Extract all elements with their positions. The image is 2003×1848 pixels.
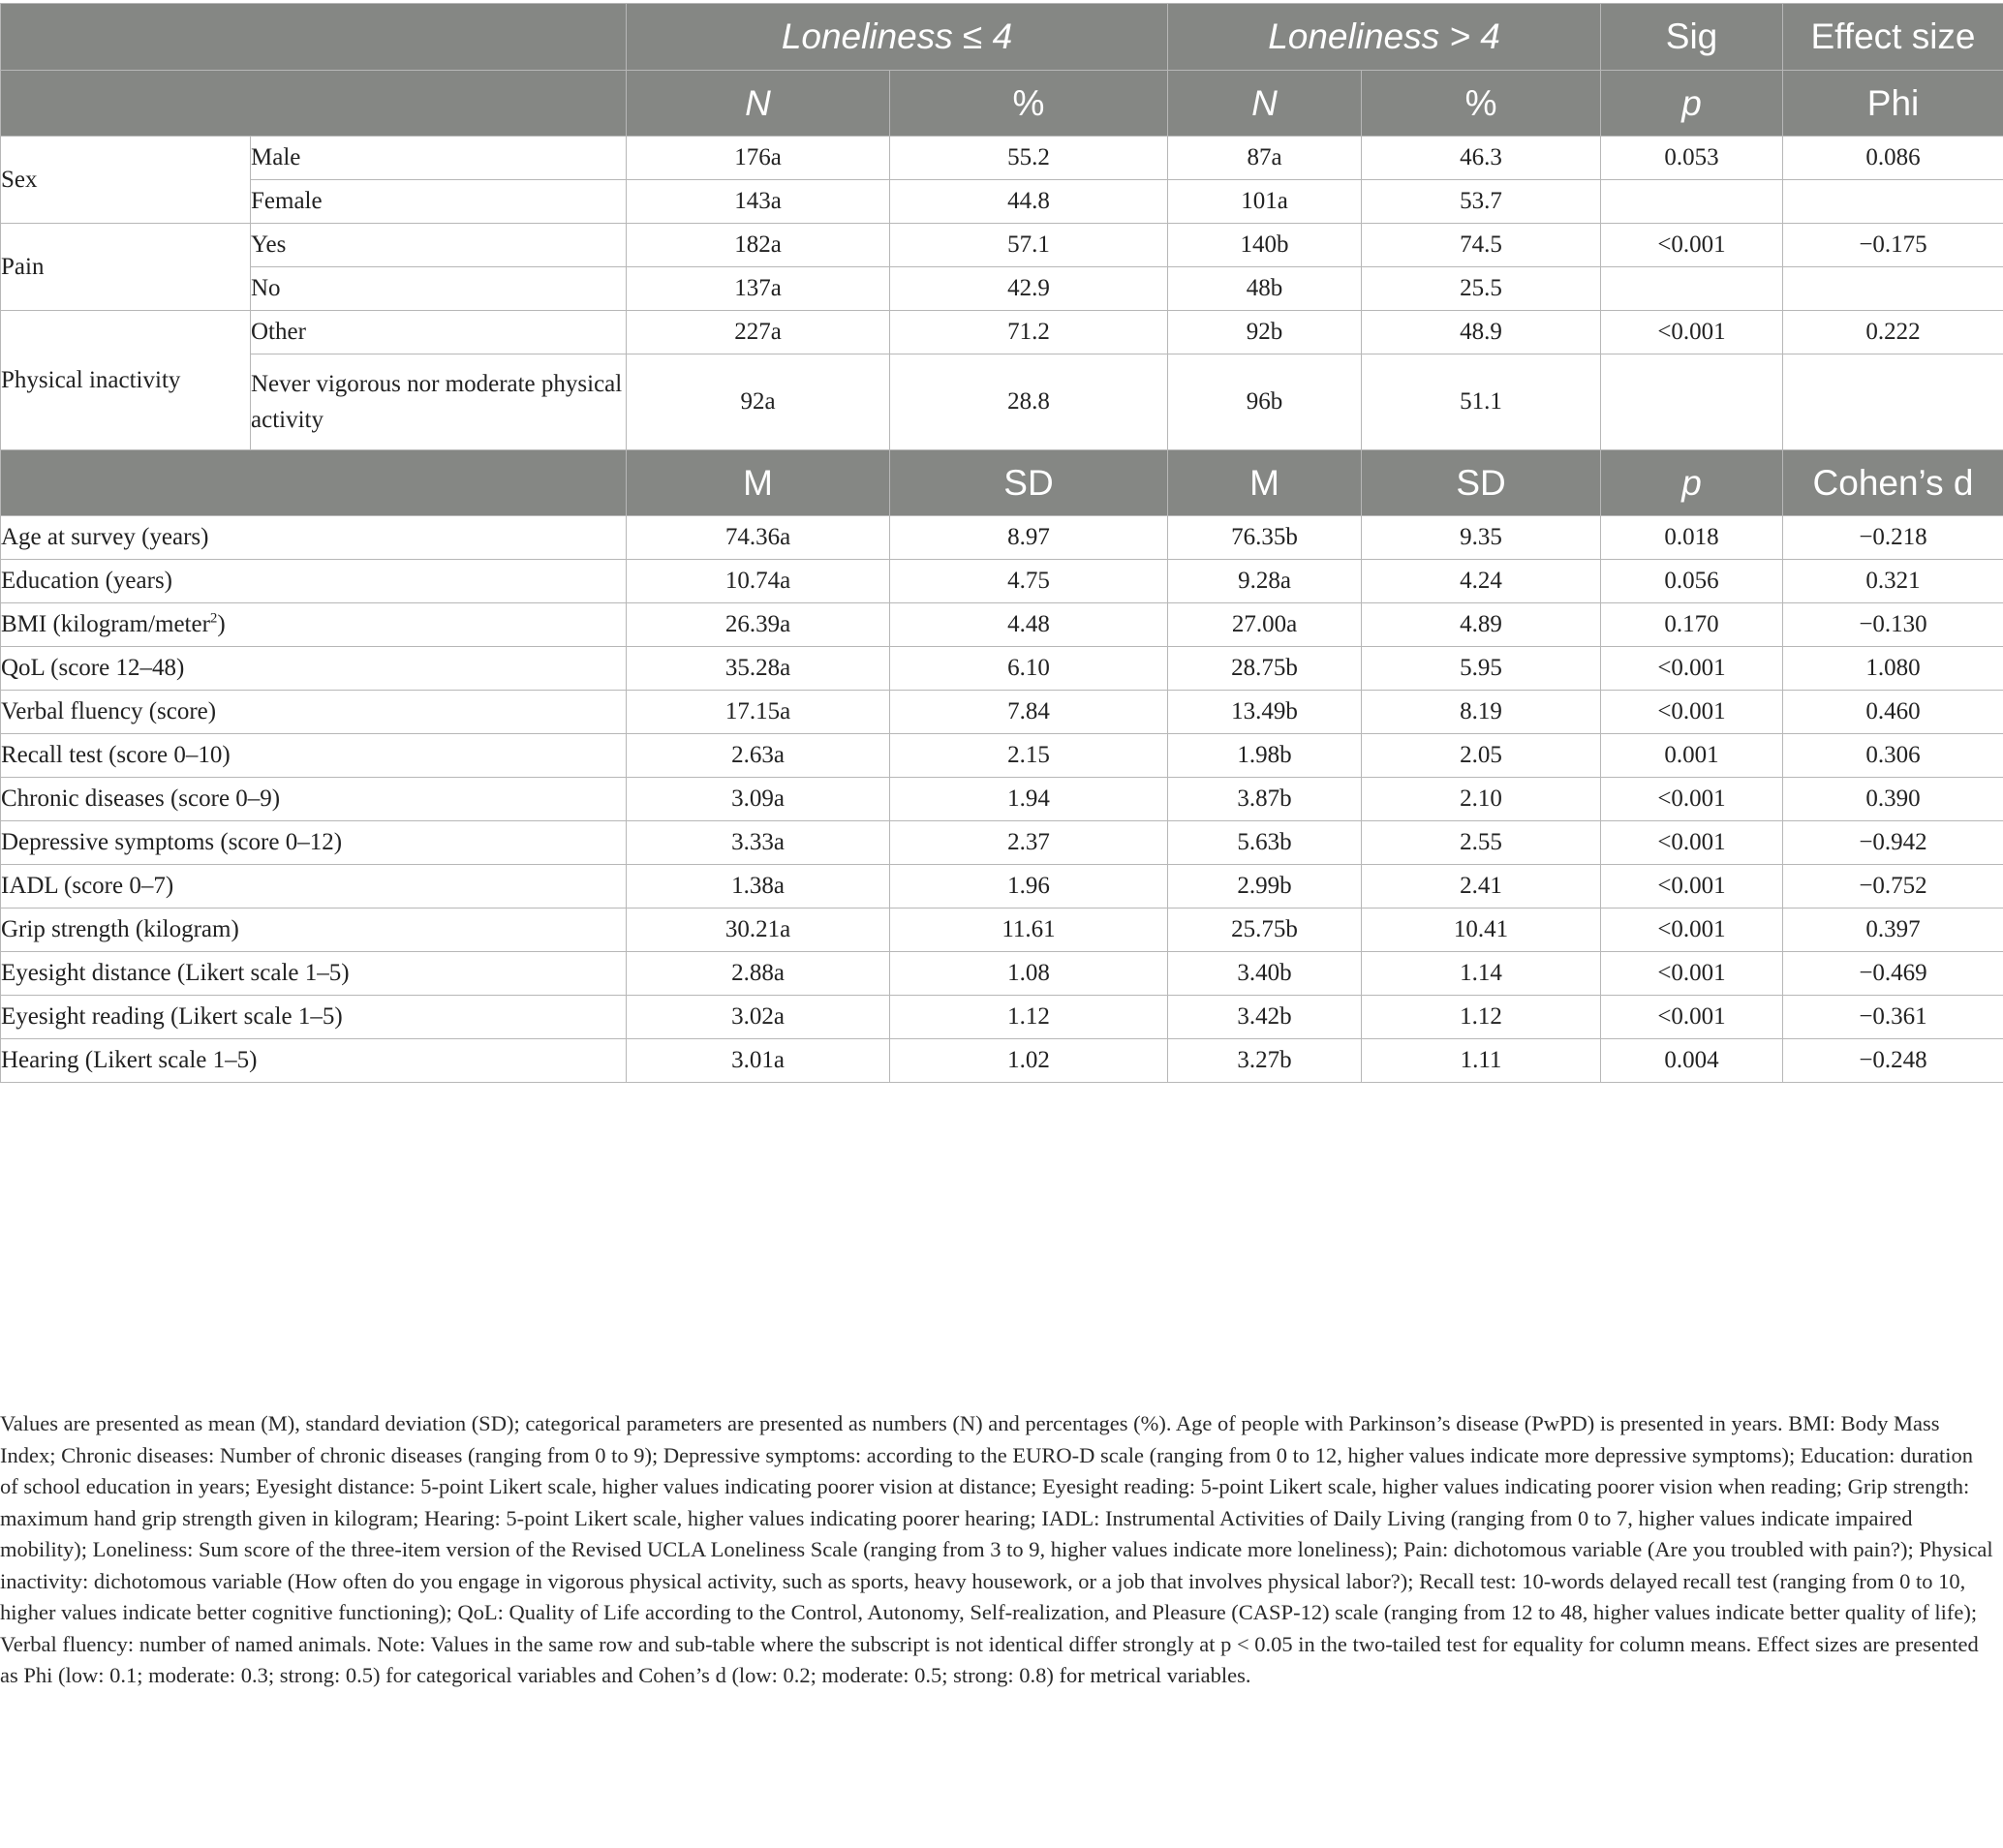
- cell-m1: 1.38a: [627, 865, 890, 909]
- table-row: [1, 734, 2003, 778]
- cell-sd1: 11.61: [890, 909, 1168, 952]
- cell-sd2: 10.41: [1362, 909, 1601, 952]
- variable-label-text: Education (years): [1, 568, 173, 595]
- table-row: [1, 778, 2003, 821]
- variable-label: [1, 996, 627, 1039]
- header-empty-cell: [1, 71, 627, 137]
- variable-label-superscript: 2: [209, 610, 218, 627]
- header-phi: Phi: [1783, 71, 2003, 137]
- variable-label: [1, 603, 627, 647]
- variable-label: [1, 778, 627, 821]
- variable-label: [1, 560, 627, 603]
- cell-m2: 3.42b: [1168, 996, 1362, 1039]
- cell-n1: 143a: [627, 180, 890, 224]
- cell-sd1: 1.96: [890, 865, 1168, 909]
- table-row: [1, 647, 2003, 691]
- table-footnote: Values are presented as mean (M), standard deviation (SD); categorical parameters are presented as numbers (N) and percentages (%). Age of people with Parkinson’s disease (PwPD) is presented in years. BMI: Body Mass Index; Chronic diseases: Number of chronic diseases (ranging from 0 to 9); Depressive symptoms: according to the EURO-D scale (ranging from 0 to 12, higher values indicate more depressive symptoms); Education: duration of school education in years; Eyesight distance: 5-point Likert scale, higher values indicating poorer vision at distance; Eyesight reading: 5-point Likert scale, higher values indicating poorer vision when reading; Grip strength: maximum hand grip strength given in kilogram; Hearing: 5-point Likert scale, higher values indicating poorer hearing; IADL: Instrumental Activities of Daily Living (ranging from 0 to 7, higher values indicate impaired mobility); Loneliness: Sum score of the three-item version of the Revised UCLA Loneliness Scale (ranging from 3 to 9, higher values indicate more loneliness); Pain: dichotomous variable (Are you troubled with pain?); Physical inactivity: dichotomous variable (How often do you engage in vigorous physical activity, such as sports, heavy housework, or a job that involves physical labor?); Recall test: 10-words delayed recall test (ranging from 0 to 10, higher values indicate better cognitive functioning); QoL: Quality of Life according to the Control, Autonomy, Self-realization, and Pleasure (CASP-12) scale (ranging from 12 to 48, higher values indicate better quality of life); Verbal fluency: number of named animals. Note: Values in the same row and sub-table where the subscript is not identical differ strongly at p < 0.05 in the two-tailed test for equality for column means. Effect sizes are presented as Phi (low: 0.1; moderate: 0.3; strong: 0.5) for categorical variables and Cohen’s d (low: 0.2; moderate: 0.5; strong: 0.8) for metrical variables.: [0, 1411, 1993, 1687]
- cell-p: 0.018: [1601, 516, 1783, 560]
- cell-p: [1601, 267, 1783, 311]
- cell-n2: 92b: [1168, 311, 1362, 354]
- cell-sd2: 1.14: [1362, 952, 1601, 996]
- header-m-2: M: [1168, 450, 1362, 516]
- cell-cohens-d: −0.130: [1783, 603, 2003, 647]
- cell-m1: 3.09a: [627, 778, 890, 821]
- cell-sd2: 2.55: [1362, 821, 1601, 865]
- cell-pct1: 44.8: [890, 180, 1168, 224]
- cell-phi: [1783, 180, 2003, 224]
- cell-sd2: 1.12: [1362, 996, 1601, 1039]
- variable-label-tail: ): [217, 611, 226, 638]
- variable-label: [1, 821, 627, 865]
- header-p: p: [1601, 71, 1783, 137]
- table-row: [1, 691, 2003, 734]
- cell-n2: 96b: [1168, 354, 1362, 450]
- cell-sd1: 7.84: [890, 691, 1168, 734]
- cell-m2: 13.49b: [1168, 691, 1362, 734]
- cell-sd2: 2.05: [1362, 734, 1601, 778]
- variable-label-text: BMI (kilogram/meter: [1, 611, 210, 638]
- cell-n1: 176a: [627, 137, 890, 180]
- cell-p: <0.001: [1601, 996, 1783, 1039]
- table-row: [1, 909, 2003, 952]
- cell-m1: 74.36a: [627, 516, 890, 560]
- variable-label-text: Age at survey (years): [1, 524, 209, 551]
- cell-m2: 76.35b: [1168, 516, 1362, 560]
- cell-p: 0.056: [1601, 560, 1783, 603]
- variable-label: [1, 734, 627, 778]
- variable-label: [1, 691, 627, 734]
- cell-sd2: 4.24: [1362, 560, 1601, 603]
- cell-p: <0.001: [1601, 778, 1783, 821]
- table-row: [1, 560, 2003, 603]
- cell-sd1: 4.48: [890, 603, 1168, 647]
- cell-m1: 2.63a: [627, 734, 890, 778]
- cell-pct2: 51.1: [1362, 354, 1601, 450]
- variable-label-text: Depressive symptoms (score 0–12): [1, 829, 343, 856]
- cell-cohens-d: 0.460: [1783, 691, 2003, 734]
- table-row: [1, 865, 2003, 909]
- cell-sd2: 4.89: [1362, 603, 1601, 647]
- cell-m1: 3.01a: [627, 1039, 890, 1083]
- level-label: Yes: [251, 224, 627, 267]
- cell-m1: 26.39a: [627, 603, 890, 647]
- group-label: Physical inactivity: [1, 311, 251, 450]
- group-label: Pain: [1, 224, 251, 311]
- results-table: [0, 3, 2003, 1083]
- cell-p: [1601, 180, 1783, 224]
- table-row: [1, 311, 2003, 354]
- cell-sd1: 6.10: [890, 647, 1168, 691]
- cell-p: 0.004: [1601, 1039, 1783, 1083]
- cell-m2: 3.87b: [1168, 778, 1362, 821]
- variable-label-text: IADL (score 0–7): [1, 873, 174, 900]
- cell-phi: [1783, 267, 2003, 311]
- cell-n1: 92a: [627, 354, 890, 450]
- cell-p: <0.001: [1601, 865, 1783, 909]
- cell-n1: 182a: [627, 224, 890, 267]
- cell-sd1: 2.37: [890, 821, 1168, 865]
- variable-label: [1, 647, 627, 691]
- header-row-metric: [1, 450, 2003, 516]
- cell-pct2: 48.9: [1362, 311, 1601, 354]
- variable-label-text: Eyesight reading (Likert scale 1–5): [1, 1003, 343, 1031]
- cell-phi: 0.222: [1783, 311, 2003, 354]
- cell-m1: 2.88a: [627, 952, 890, 996]
- cell-m1: 3.33a: [627, 821, 890, 865]
- cell-sd1: 8.97: [890, 516, 1168, 560]
- cell-m2: 2.99b: [1168, 865, 1362, 909]
- header-sd-2: SD: [1362, 450, 1601, 516]
- cell-pct2: 46.3: [1362, 137, 1601, 180]
- cell-cohens-d: −0.361: [1783, 996, 2003, 1039]
- table-row: [1, 603, 2003, 647]
- cell-cohens-d: 0.397: [1783, 909, 2003, 952]
- cell-m1: 30.21a: [627, 909, 890, 952]
- cell-cohens-d: −0.218: [1783, 516, 2003, 560]
- cell-n1: 137a: [627, 267, 890, 311]
- cell-sd1: 2.15: [890, 734, 1168, 778]
- header-group-low-loneliness: Loneliness ≤ 4: [627, 4, 1168, 71]
- cell-p: <0.001: [1601, 909, 1783, 952]
- table-row: [1, 267, 2003, 311]
- cell-sd1: 1.02: [890, 1039, 1168, 1083]
- variable-label: [1, 1039, 627, 1083]
- cell-m2: 3.40b: [1168, 952, 1362, 996]
- cell-m1: 10.74a: [627, 560, 890, 603]
- table-row: [1, 516, 2003, 560]
- variable-label: [1, 865, 627, 909]
- cell-pct1: 28.8: [890, 354, 1168, 450]
- table-row: [1, 1039, 2003, 1083]
- header-n-2: N: [1168, 71, 1362, 137]
- cell-sd2: 1.11: [1362, 1039, 1601, 1083]
- header-pct-1: %: [890, 71, 1168, 137]
- cell-p: <0.001: [1601, 952, 1783, 996]
- header-row-groups: [1, 4, 2003, 71]
- variable-label-text: Eyesight distance (Likert scale 1–5): [1, 960, 350, 987]
- table-row: [1, 354, 2003, 450]
- cell-m2: 3.27b: [1168, 1039, 1362, 1083]
- cell-p: <0.001: [1601, 691, 1783, 734]
- variable-label: [1, 909, 627, 952]
- cell-m2: 28.75b: [1168, 647, 1362, 691]
- variable-label: [1, 516, 627, 560]
- cell-p: 0.053: [1601, 137, 1783, 180]
- cell-m2: 9.28a: [1168, 560, 1362, 603]
- cell-sd2: 9.35: [1362, 516, 1601, 560]
- cell-sd2: 2.10: [1362, 778, 1601, 821]
- cell-phi: 0.086: [1783, 137, 2003, 180]
- variable-label-text: Chronic diseases (score 0–9): [1, 785, 281, 813]
- cell-sd1: 4.75: [890, 560, 1168, 603]
- table-row: [1, 224, 2003, 267]
- cell-n2: 48b: [1168, 267, 1362, 311]
- table-row: [1, 821, 2003, 865]
- cell-n2: 87a: [1168, 137, 1362, 180]
- variable-label-text: Recall test (score 0–10): [1, 742, 231, 769]
- group-label: Sex: [1, 137, 251, 224]
- cell-m2: 5.63b: [1168, 821, 1362, 865]
- cell-sd1: 1.12: [890, 996, 1168, 1039]
- cell-pct2: 25.5: [1362, 267, 1601, 311]
- cell-cohens-d: 0.306: [1783, 734, 2003, 778]
- cell-sd2: 2.41: [1362, 865, 1601, 909]
- cell-p: <0.001: [1601, 647, 1783, 691]
- cell-pct1: 71.2: [890, 311, 1168, 354]
- cell-p: [1601, 354, 1783, 450]
- cell-cohens-d: −0.469: [1783, 952, 2003, 996]
- cell-m2: 1.98b: [1168, 734, 1362, 778]
- cell-p: 0.170: [1601, 603, 1783, 647]
- header-p-metric: p: [1601, 450, 1783, 516]
- header-pct-2: %: [1362, 71, 1601, 137]
- table-row: [1, 180, 2003, 224]
- level-label: Male: [251, 137, 627, 180]
- cell-n2: 101a: [1168, 180, 1362, 224]
- header-row-subcolumns: [1, 71, 2003, 137]
- level-label: Never vigorous nor moderate physical activity: [251, 354, 627, 450]
- level-label: No: [251, 267, 627, 311]
- cell-p: <0.001: [1601, 311, 1783, 354]
- cell-phi: [1783, 354, 2003, 450]
- table-row: [1, 996, 2003, 1039]
- cell-pct1: 57.1: [890, 224, 1168, 267]
- cell-m1: 3.02a: [627, 996, 890, 1039]
- variable-label-text: Hearing (Likert scale 1–5): [1, 1047, 258, 1074]
- cell-phi: −0.175: [1783, 224, 2003, 267]
- header-empty-cell: [1, 4, 627, 71]
- cell-cohens-d: −0.248: [1783, 1039, 2003, 1083]
- cell-m2: 27.00a: [1168, 603, 1362, 647]
- cell-cohens-d: 0.321: [1783, 560, 2003, 603]
- level-label: Female: [251, 180, 627, 224]
- header-effect-size: Effect size: [1783, 4, 2003, 71]
- header-empty-cell: [1, 450, 627, 516]
- variable-label: [1, 952, 627, 996]
- header-n-1: N: [627, 71, 890, 137]
- cell-pct2: 74.5: [1362, 224, 1601, 267]
- variable-label-text: QoL (score 12–48): [1, 655, 185, 682]
- cell-m1: 17.15a: [627, 691, 890, 734]
- variable-label-text: Grip strength (kilogram): [1, 916, 239, 943]
- table-row: [1, 137, 2003, 180]
- cell-sd2: 8.19: [1362, 691, 1601, 734]
- cell-m1: 35.28a: [627, 647, 890, 691]
- header-sig: Sig: [1601, 4, 1783, 71]
- cell-sd2: 5.95: [1362, 647, 1601, 691]
- cell-p: 0.001: [1601, 734, 1783, 778]
- cell-p: <0.001: [1601, 224, 1783, 267]
- cell-cohens-d: −0.752: [1783, 865, 2003, 909]
- level-label: Other: [251, 311, 627, 354]
- cell-cohens-d: −0.942: [1783, 821, 2003, 865]
- cell-sd1: 1.94: [890, 778, 1168, 821]
- cell-cohens-d: 0.390: [1783, 778, 2003, 821]
- cell-sd1: 1.08: [890, 952, 1168, 996]
- cell-m2: 25.75b: [1168, 909, 1362, 952]
- variable-label-text: Verbal fluency (score): [1, 698, 217, 725]
- cell-pct1: 42.9: [890, 267, 1168, 311]
- header-sd-1: SD: [890, 450, 1168, 516]
- header-cohens-d: Cohen’s d: [1783, 450, 2003, 516]
- cell-n1: 227a: [627, 311, 890, 354]
- cell-pct2: 53.7: [1362, 180, 1601, 224]
- cell-p: <0.001: [1601, 821, 1783, 865]
- header-group-high-loneliness: Loneliness > 4: [1168, 4, 1601, 71]
- cell-cohens-d: 1.080: [1783, 647, 2003, 691]
- cell-n2: 140b: [1168, 224, 1362, 267]
- cell-pct1: 55.2: [890, 137, 1168, 180]
- table-row: [1, 952, 2003, 996]
- header-m-1: M: [627, 450, 890, 516]
